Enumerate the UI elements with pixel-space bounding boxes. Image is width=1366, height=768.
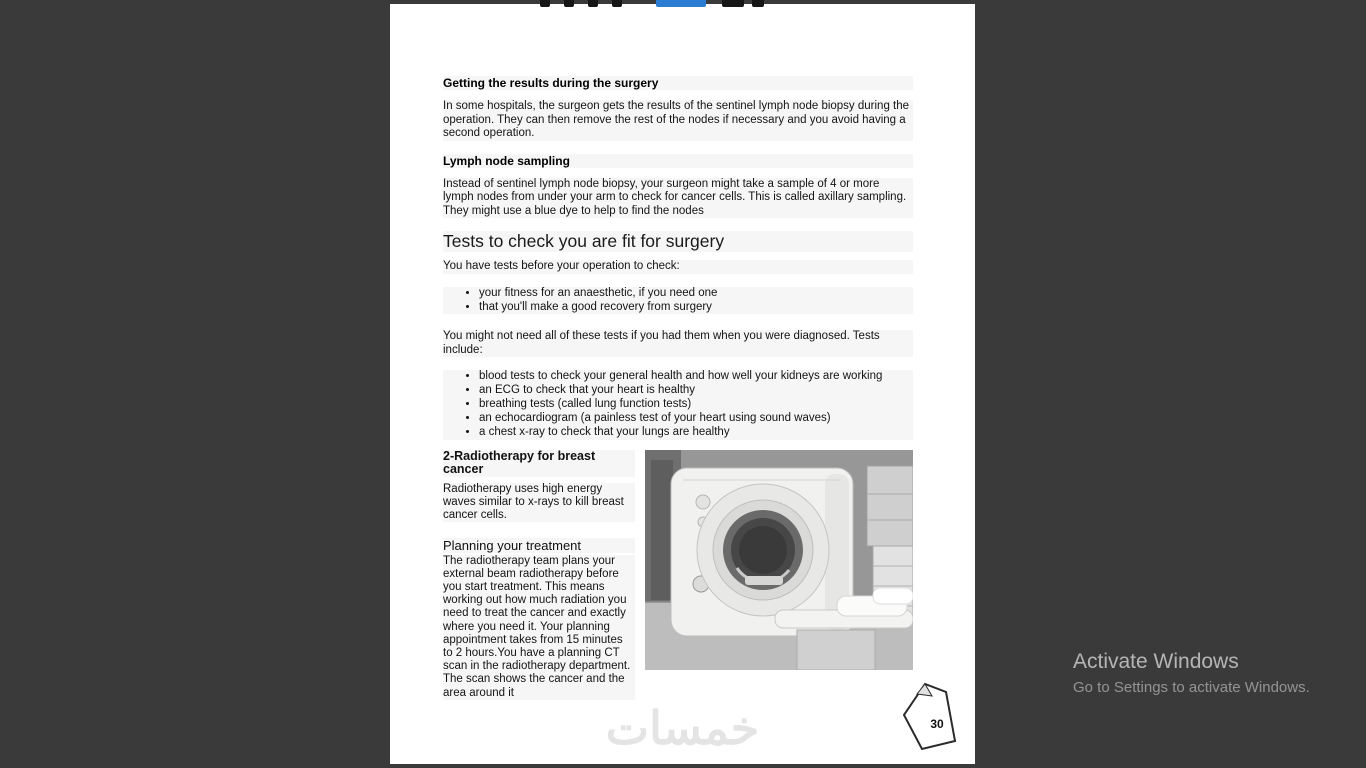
radiotherapy-section [443, 450, 913, 700]
heading-getting-results: Getting the results during the surgery [443, 76, 913, 90]
list-item: • your fitness for an anaesthetic, if you need one [479, 287, 913, 301]
list-item: • an echocardiogram (a painless test of your heart using sound waves) [479, 412, 913, 426]
heading-radiotherapy: 2-Radiotherapy for breast cancer [443, 450, 635, 477]
activate-windows-title: Activate Windows [1073, 650, 1239, 673]
list-item: • blood tests to check your general health and how well your kidneys are working [479, 370, 913, 384]
page-number: 30 [930, 717, 944, 731]
paragraph-getting-results: In some hospitals, the surgeon gets the results of the sentinel lymph node biopsy during the operation. They can then remove the rest of the nodes if necessary and you avoid having a second operation. [443, 100, 913, 141]
toolbar-icon-6[interactable] [752, 0, 764, 7]
document-page [390, 4, 975, 764]
paragraph-tests-more: You might not need all of these tests if you had them when you were diagnosed. Tests include: [443, 330, 913, 357]
ct-scanner-illustration [645, 450, 913, 670]
bullet-list-test-types [443, 370, 913, 440]
list-item: • an ECG to check that your heart is healthy [479, 384, 913, 398]
activate-windows-subtitle: Go to Settings to activate Windows. [1073, 679, 1310, 696]
page-content [390, 4, 975, 700]
paragraph-tests-intro: You have tests before your operation to check: [443, 260, 913, 274]
toolbar-icon-active[interactable] [656, 0, 706, 7]
toolbar-fragment [540, 0, 764, 7]
heading-lymph-node-sampling: Lymph node sampling [443, 154, 913, 168]
heading-tests-fit-for-surgery: Tests to check you are fit for surgery [443, 231, 913, 252]
paragraph-lymph-node-sampling: Instead of sentinel lymph node biopsy, your surgeon might take a sample of 4 or more lymph nodes from under your arm to check for cancer cells. This is called axillary sampling. They might use a blue dye to help to find the nodes [443, 178, 913, 219]
toolbar-icon-3[interactable] [588, 0, 598, 7]
paragraph-radiotherapy: Radiotherapy uses high energy waves similar to x-rays to kill breast cancer cells. [443, 483, 635, 522]
heading-planning-treatment: Planning your treatment [443, 538, 635, 553]
activate-windows-watermark [1073, 650, 1310, 696]
radiotherapy-text-column [443, 450, 635, 700]
toolbar-icon-4[interactable] [612, 0, 622, 7]
list-item: • a chest x-ray to check that your lungs are healthy [479, 426, 913, 440]
toolbar-icon-5[interactable] [722, 0, 744, 7]
ct-scanner-image [645, 450, 913, 670]
khamsat-watermark: خمسات [605, 702, 760, 754]
list-item: • breathing tests (called lung function tests) [479, 398, 913, 412]
toolbar-icon-1[interactable] [540, 0, 550, 7]
toolbar-icon-2[interactable] [564, 0, 574, 7]
page-number-tag [901, 681, 959, 758]
page-tag-shape [901, 681, 959, 753]
list-item: • that you'll make a good recovery from surgery [479, 301, 913, 315]
bullet-list-tests-before-operation [443, 287, 913, 315]
paragraph-planning-treatment: The radiotherapy team plans your external beam radiotherapy before you start treatment. This means working out how much radiation you need to treat the cancer and exactly where you need it. Your planning appointment takes from 15 minutes to 2 hours.You have a planning CT scan in the radiotherapy department. The scan shows the cancer and the area around it [443, 555, 635, 700]
